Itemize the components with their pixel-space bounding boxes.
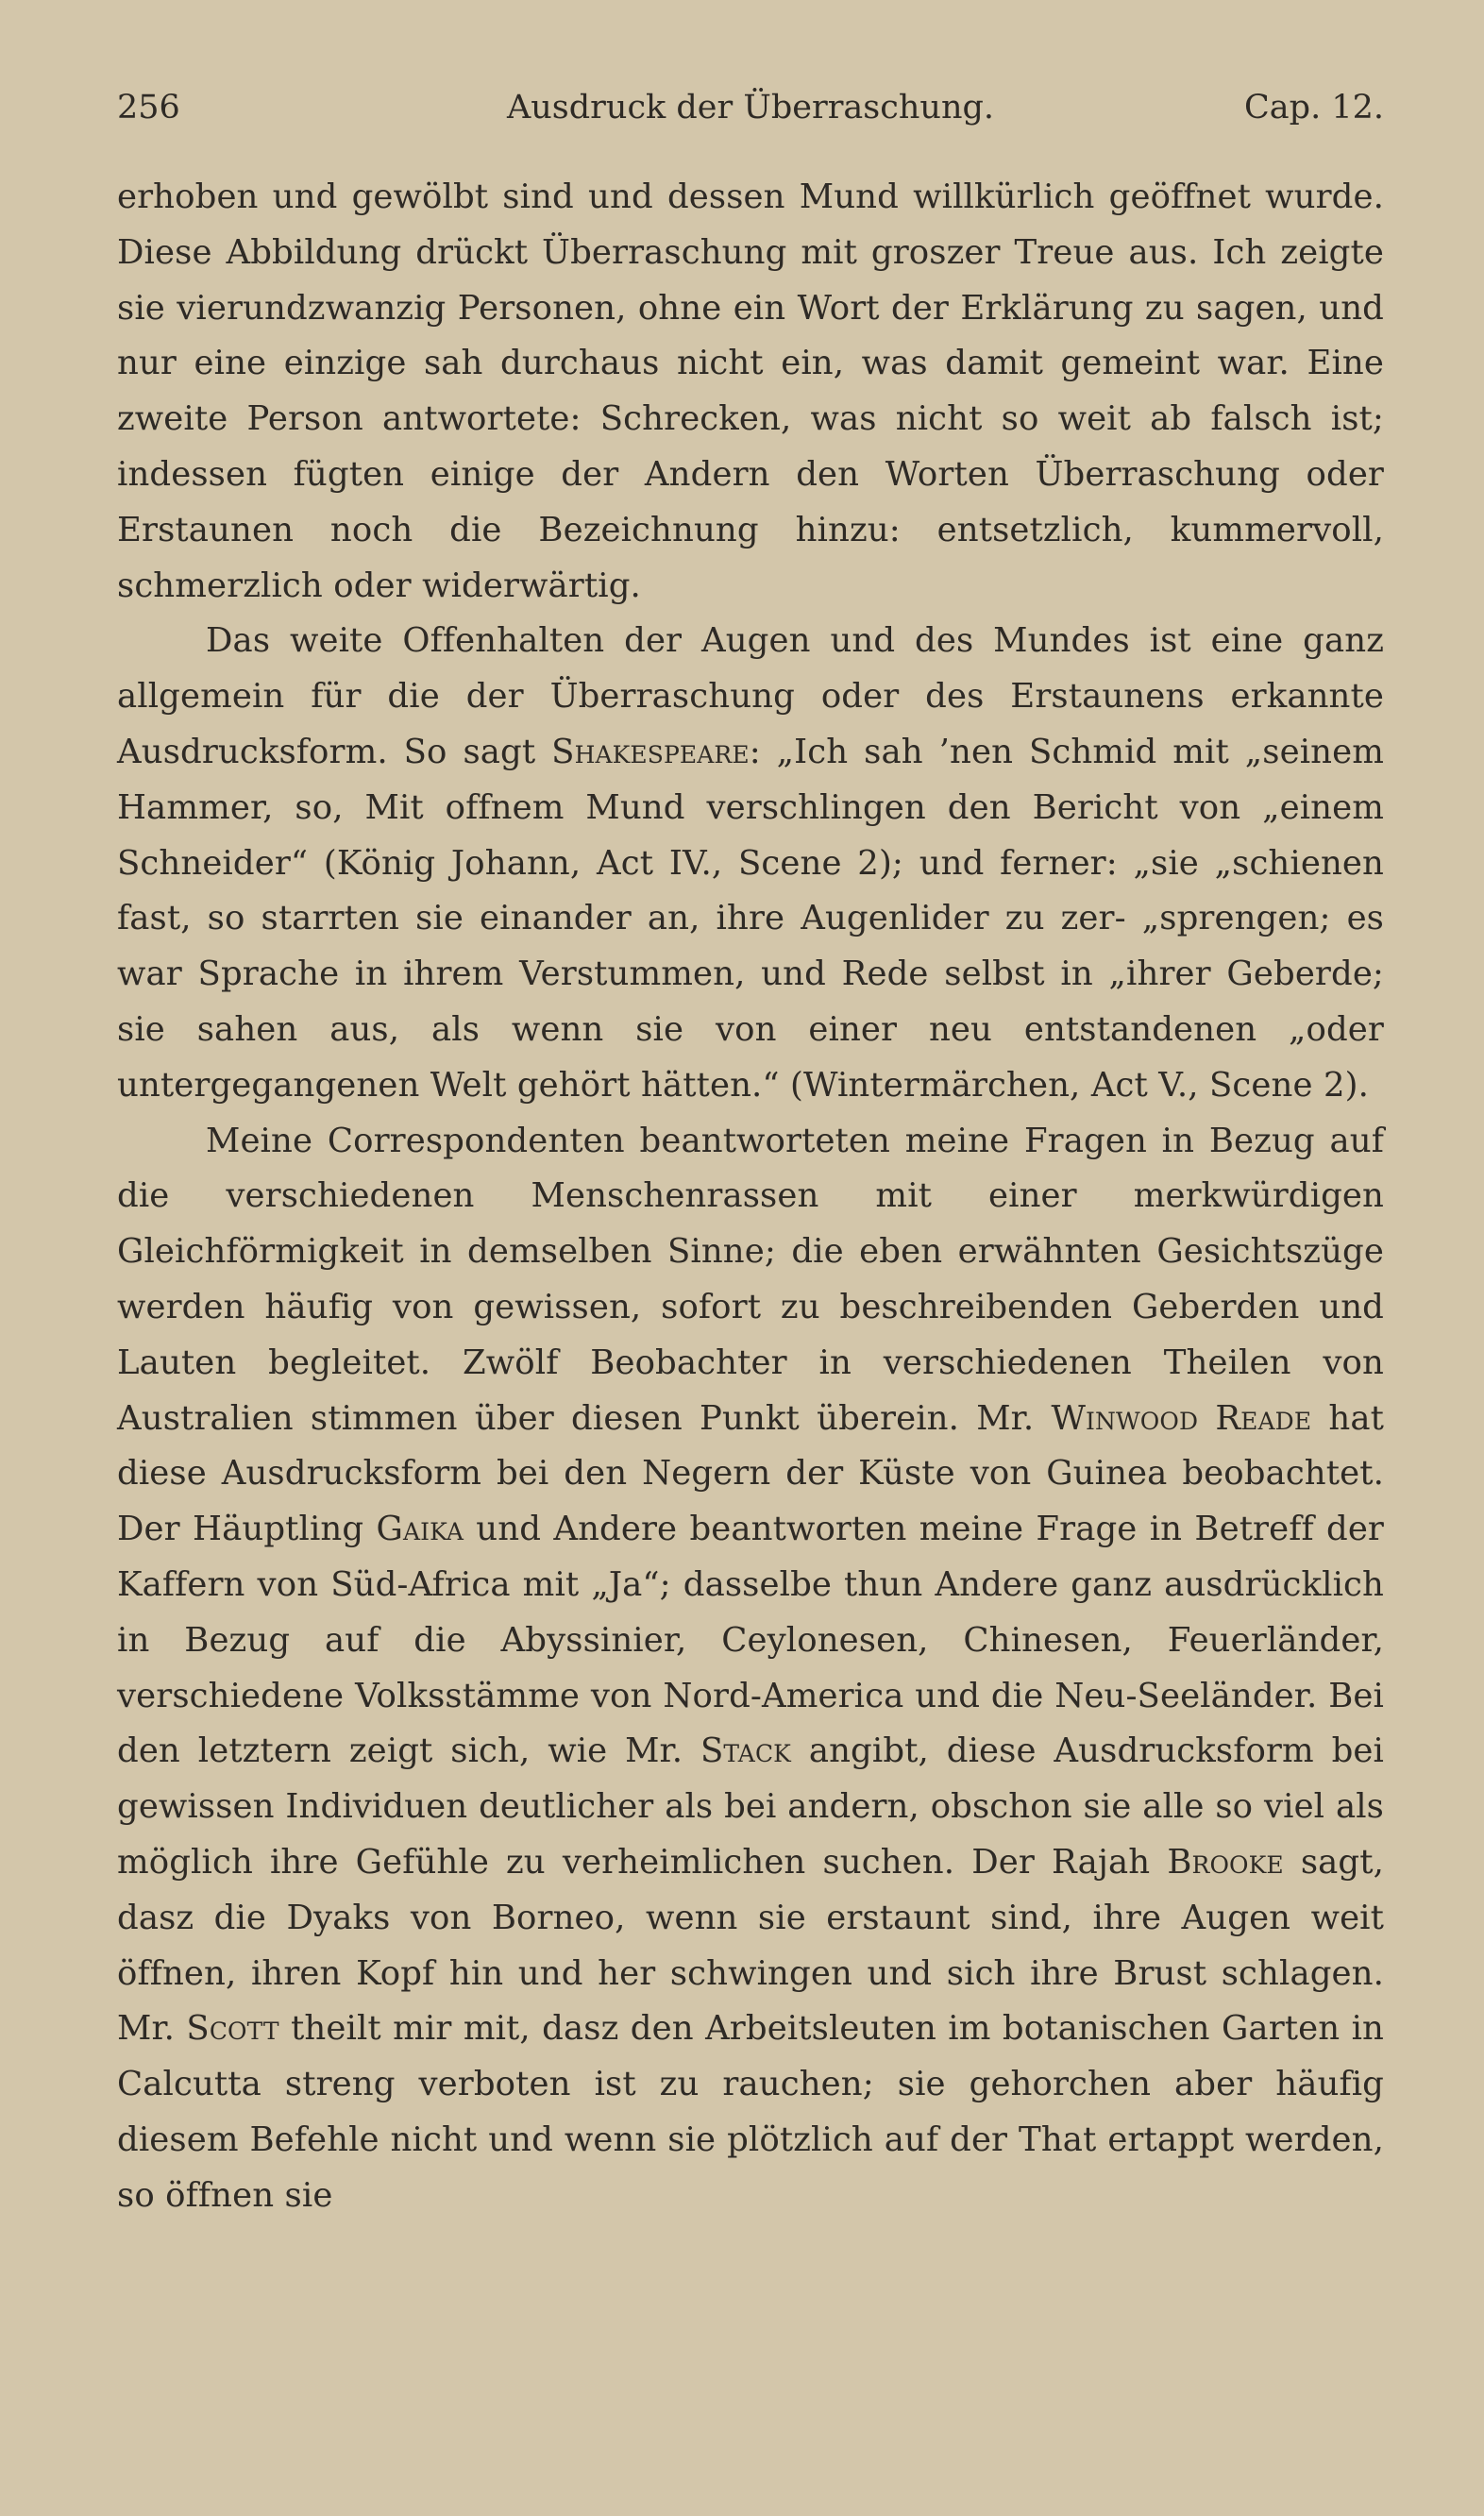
person-name-gaika: Gaika [376,1510,464,1549]
person-name-stack: Stack [700,1731,791,1771]
text-segment: theilt mir mit, dasz den Arbeitsleuten im botanischen Garten in Calcutta streng verboten ist zu rauchen; sie gehorchen aber häufig diesem Befehle nicht und wenn sie plötzlich auf der That ertappt werden, so öffnen sie [117,2009,1385,2215]
person-name-scott: Scott [186,2009,279,2049]
text-segment: hat diese Ausdrucksform bei den Negern der Küste von Guinea beobachtet. Der Häuptling [117,1398,1384,1549]
person-name-brooke: Brooke [1167,1842,1284,1882]
chapter-label: Cap. 12. [1244,89,1384,127]
text-segment: erhoben und gewölbt sind und dessen Mund willkürlich geöffnet wurde. Diese Abbildung drückt Überraschung mit groszer Treue aus. Ich zeigte sie vierundzwanzig Personen, ohne ein Wort der Erklärung zu sagen, und nur eine einzige sah durchaus nicht ein, was damit gemeint war. Eine zweite Person antwortete: Schrecken, was nicht so weit ab falsch ist; indessen fügten einige der Andern den Worten Überraschung oder Erstaunen noch die Bezeichnung hinzu: entsetzlich, kummervoll, schmerzlich oder widerwärtig. [117,177,1384,605]
body-text [117,170,1384,2223]
text-segment: Das weite Offenhalten der Augen und des Mundes ist eine ganz allgemein für die der Überraschung oder des Erstaunens erkannte Ausdrucksform. So sagt [117,621,1384,771]
text-segment: Meine Correspondenten beantworteten meine Fragen in Bezug auf die verschiedenen Menschenrassen mit einer merkwürdigen Gleichförmigkeit in demselben Sinne; die eben erwähnten Gesichtszüge werden häufig von gewissen, sofort zu beschreibenden Geberden und Lauten begleitet. Zwölf Beobachter in verschiedenen Theilen von Australien stimmen über diesen Punkt überein. Mr. [117,1121,1384,1438]
text-segment: : „Ich sah ’nen Schmid mit „seinem Hammer, so, Mit offnem Mund verschlingen den Bericht von „einem Schneider“ (König Johann, Act IV., Scene 2); und ferner: „sie „schienen fast, so starrten sie einander an, ihre Augenlider zu zer- „sprengen; es war Sprache in ihrem Verstummen, und Rede selbst in „ihrer Geberde; sie sahen aus, als wenn sie von einer neu entstandenen „oder untergegangenen Welt gehört hätten.“ (Wintermärchen, Act V., Scene 2). [117,732,1384,1105]
text-segment: angibt, diese Ausdrucksform bei gewissen Individuen deutlicher als bei andern, obschon sie alle so viel als möglich ihre Gefühle zu verheimlichen suchen. Der Rajah [117,1731,1384,1882]
text-segment: und Andere beantworten meine Frage in Betreff der Kaffern von Süd-Africa mit „Ja“; dasselbe thun Andere ganz ausdrücklich in Bezug auf die Abyssinier, Ceylonesen, Chinesen, Feuerländer, verschiedene Volksstämme von Nord-America und die Neu-Seeländer. Bei den letztern zeigt sich, wie Mr. [117,1510,1385,1771]
running-title: Ausdruck der Überraschung. [506,89,995,127]
person-name-winwood-reade: Winwood Reade [1051,1398,1312,1438]
paragraph-1 [117,170,1384,614]
paragraph-3 [117,1114,1384,2224]
text-segment: sagt, dasz die Dyaks von Borneo, wenn sie erstaunt sind, ihre Augen weit öffnen, ihren Kopf hin und her schwingen und sich ihre Brust schlagen. Mr. [117,1842,1384,2049]
running-header [117,79,1384,136]
page-number: 256 [117,89,180,127]
paragraph-2 [117,614,1384,1113]
author-name-shakespeare: Shakespeare [551,732,750,771]
